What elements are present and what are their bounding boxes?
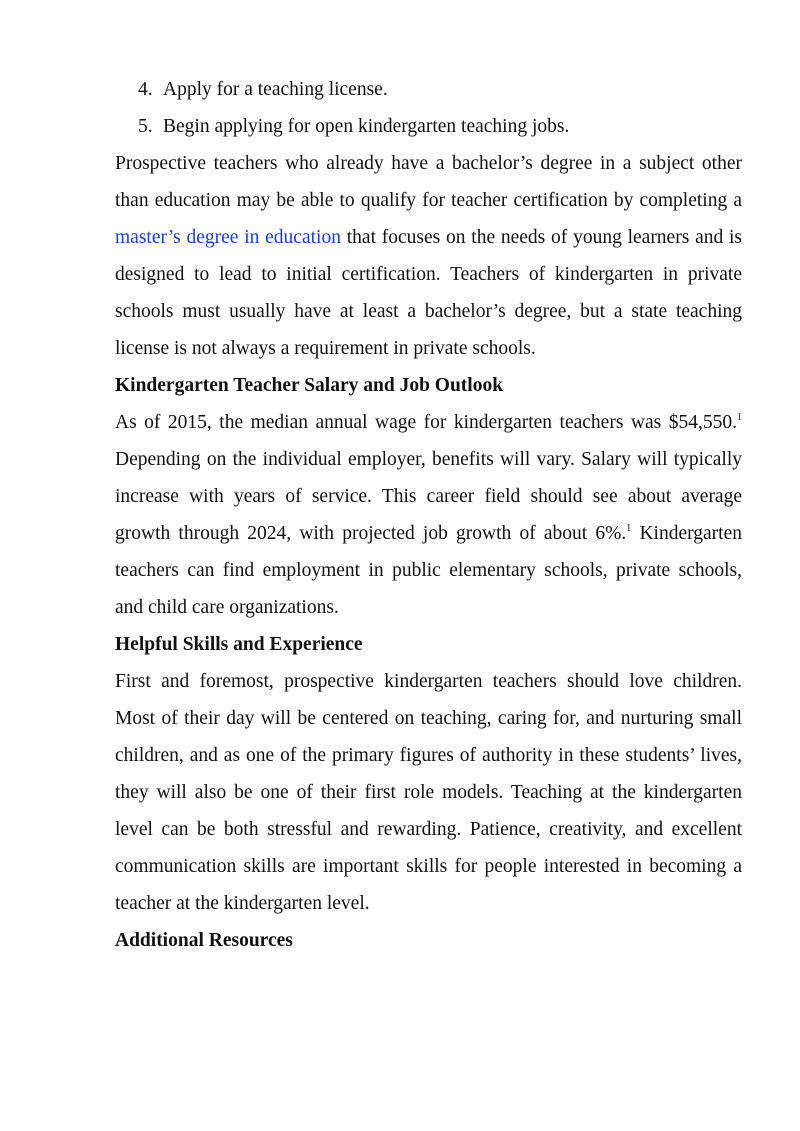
salary-paragraph (115, 404, 742, 626)
list-item (138, 108, 742, 145)
footnote-ref: 1 (737, 412, 742, 423)
salary-heading: Kindergarten Teacher Salary and Job Outlook (115, 375, 504, 396)
skills-paragraph: First and foremost, prospective kindergarten teachers should love children. Most of their day will be centered on teaching, caring for, and nurturing small children, and as one of the primary figures of authority in these students’ lives, they will also be one of their first role models. Teaching at the kindergarten level can be both stressful and rewarding. Patience, creativity, and excellent communication skills are important skills for people interested in becoming a teacher at the kindergarten level. (115, 671, 742, 914)
paragraph-text: Prospective teachers who already have a bachelor’s degree in a subject other than education may be able to qualify for teacher certification by completing a (115, 153, 742, 211)
footnote-ref: 1 (626, 523, 632, 534)
list-item-text: Apply for a teaching license. (163, 79, 388, 100)
list-item (138, 71, 742, 108)
steps-list (115, 71, 742, 145)
paragraph-text: that focuses on the needs of young learners and is designed to lead to initial certification. Teachers of kindergarten in private schools must usually have at least a bachelor’s degree, but a state teaching license is not always a requirement in private schools. (115, 227, 743, 359)
paragraph-text: Kindergarten teachers can find employment in public elementary schools, private schools, and child care organizations. (115, 523, 742, 618)
paragraph-text: As of 2015, the median annual wage for kindergarten teachers was $54,550. (115, 412, 737, 433)
list-item-number: 5. (138, 116, 153, 137)
paragraph-text: Depending on the individual employer, benefits will vary. Salary will typically increase with years of service. This career field should see about average growth through 2024, with projected job growth of about 6%. (115, 449, 742, 544)
masters-degree-link[interactable]: master’s degree in education (115, 227, 341, 248)
list-item-number: 4. (138, 79, 153, 100)
list-item-text: Begin applying for open kindergarten teaching jobs. (163, 116, 570, 137)
certification-paragraph (115, 145, 742, 367)
document-page (115, 71, 742, 959)
resources-heading: Additional Resources (115, 930, 293, 951)
skills-heading: Helpful Skills and Experience (115, 634, 363, 655)
